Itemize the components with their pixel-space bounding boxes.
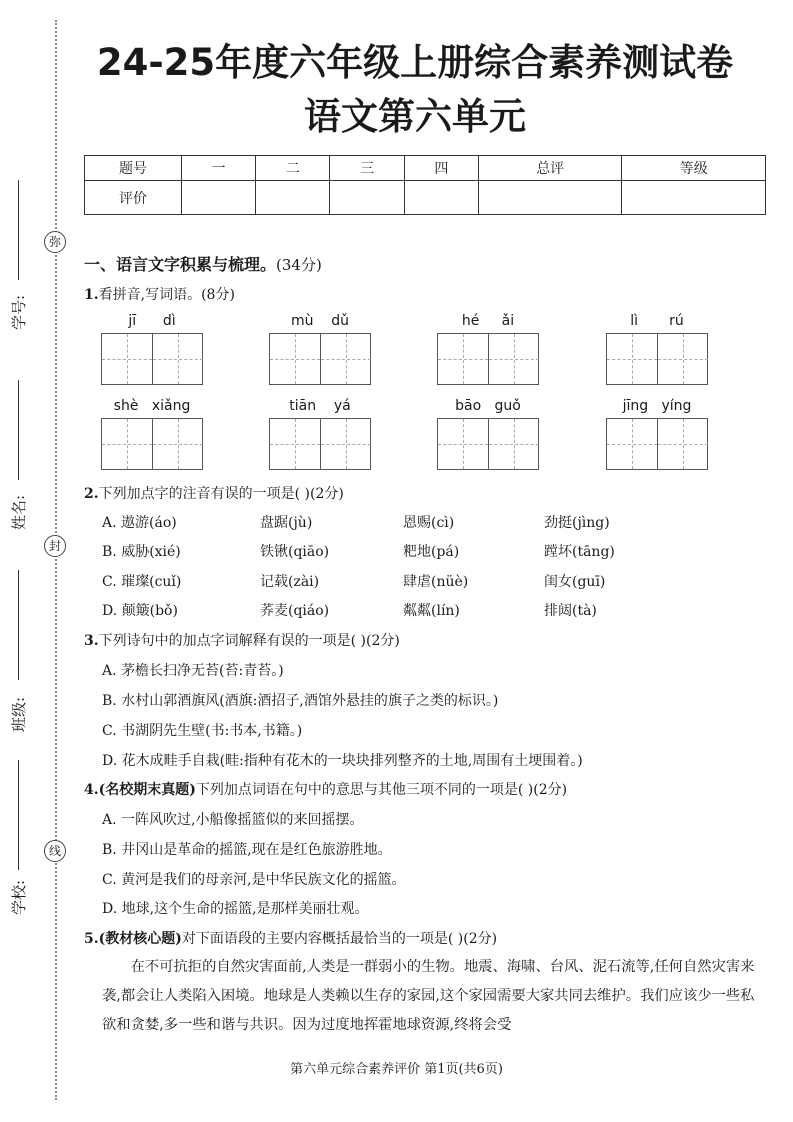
- exam-subtitle: 语文第六单元: [304, 95, 526, 138]
- binding-circle-mi: 弥: [44, 231, 66, 253]
- pinyin-label: lì rú: [630, 313, 684, 329]
- exam-title: 24-25年度六年级上册综合素养测试卷: [96, 41, 734, 84]
- q2-option-b4: 蹚坏(tāng): [544, 544, 615, 560]
- q3-option-a: A. 茅檐长扫净无苔(苔:青苔。): [102, 663, 284, 679]
- q2-option-c2: 记载(zài): [260, 574, 320, 590]
- question-number: 3.: [84, 633, 99, 649]
- question-text: 下列加点字的注音有误的一项是( )(2分): [98, 486, 344, 502]
- section-heading: [84, 252, 322, 275]
- binding-circle-feng: 封: [44, 535, 66, 557]
- score-cell[interactable]: [256, 181, 330, 215]
- question-number: 2.: [84, 486, 99, 502]
- question-3: [84, 630, 400, 650]
- table-row-label: 评价: [85, 181, 182, 215]
- question-number: 4.: [84, 782, 99, 798]
- q2-option-d2: 荞麦(qiáo): [260, 603, 330, 619]
- q2-option-c1: C. 璀璨(cuǐ): [102, 574, 182, 590]
- q3-option-b: B. 水村山郭酒旗风(酒旗:酒招子,酒馆外悬挂的旗子之类的标识。): [102, 693, 499, 709]
- question-4: [84, 779, 567, 799]
- name-line: [18, 380, 19, 480]
- reading-passage: 在不可抗拒的自然灾害面前,人类是一群弱小的生物。地震、海啸、台风、泥石流等,任何自然灾害来袭,都会让人类陷入困境。地球是人类赖以生存的家园,这个家园需要大家共同去维护。我们应该少一些私欲和贪婪,多一些和谐与共识。因为过度地挥霍地球资源,终将会受: [102, 959, 755, 1033]
- writing-grid[interactable]: [101, 418, 203, 470]
- class-label: 班级:: [10, 696, 28, 732]
- pinyin-label: mù dǔ: [290, 313, 350, 329]
- score-cell[interactable]: [404, 181, 478, 215]
- question-number: 1.: [84, 287, 99, 303]
- q2-option-c3: 肆虐(nüè): [403, 574, 469, 590]
- binding-dotted-line: [55, 20, 57, 1100]
- writing-grid[interactable]: [606, 418, 708, 470]
- question-text: 下列加点词语在句中的意思与其他三项不同的一项是( )(2分): [195, 782, 568, 798]
- pinyin-label: shè xiǎng: [113, 398, 191, 414]
- pinyin-label: tiān yá: [289, 398, 351, 414]
- question-2: [84, 483, 344, 503]
- table-header-cell: 一: [182, 156, 256, 181]
- school-label: 学校:: [10, 879, 28, 915]
- table-header-cell: 二: [256, 156, 330, 181]
- student-id-line: [18, 180, 19, 280]
- question-text: 看拼音,写词语。(8分): [98, 287, 235, 303]
- q2-option-a3: 恩赐(cì): [403, 515, 455, 531]
- question-number: 5.: [84, 931, 99, 947]
- q2-option-d1: D. 颠簸(bǒ): [102, 603, 178, 619]
- q2-option-a1: A. 遨游(áo): [102, 515, 177, 531]
- section-points: (34分): [276, 256, 322, 274]
- q2-option-d3: 粼粼(lín): [403, 603, 460, 619]
- score-cell[interactable]: [330, 181, 404, 215]
- q4-option-d: D. 地球,这个生命的摇篮,是那样美丽壮观。: [102, 901, 369, 917]
- q3-option-d: D. 花木成畦手自栽(畦:指种有花木的一块块排列整齐的土地,周围有土埂围着。): [102, 753, 583, 769]
- score-cell[interactable]: [622, 181, 766, 215]
- question-text: 对下面语段的主要内容概括最恰当的一项是( )(2分): [181, 931, 498, 947]
- pinyin-label: jī dì: [128, 313, 176, 329]
- question-text: 下列诗句中的加点字词解释有误的一项是( )(2分): [98, 633, 400, 649]
- q2-option-b3: 粑地(pá): [403, 544, 460, 560]
- table-header-cell: 等级: [622, 156, 766, 181]
- writing-grid[interactable]: [269, 333, 371, 385]
- student-id-label: 学号:: [10, 294, 28, 330]
- writing-grid[interactable]: [101, 333, 203, 385]
- question-tag: (教材核心题): [98, 931, 182, 947]
- table-header-cell: 四: [404, 156, 478, 181]
- question-1: [84, 284, 235, 304]
- table-header-cell: 题号: [85, 156, 182, 181]
- writing-grid[interactable]: [269, 418, 371, 470]
- score-table: [84, 155, 766, 215]
- q4-option-a: A. 一阵风吹过,小船像摇篮似的来回摇摆。: [102, 812, 364, 828]
- binding-circle-xian: 线: [44, 840, 66, 862]
- writing-grid[interactable]: [606, 333, 708, 385]
- pinyin-label: hé ǎi: [461, 313, 515, 329]
- q2-option-d4: 排闼(tà): [544, 603, 597, 619]
- q4-option-b: B. 井冈山是革命的摇篮,现在是红色旅游胜地。: [102, 842, 392, 858]
- table-header-cell: 总评: [478, 156, 622, 181]
- pinyin-label: jīng yíng: [622, 398, 692, 414]
- q2-option-b1: B. 威胁(xié): [102, 544, 181, 560]
- q2-option-a2: 盘踞(jù): [260, 515, 313, 531]
- q3-option-c: C. 书湖阴先生壁(书:书本,书籍。): [102, 723, 303, 739]
- school-line: [18, 760, 19, 870]
- score-cell[interactable]: [182, 181, 256, 215]
- name-label: 姓名:: [10, 494, 28, 530]
- writing-grid[interactable]: [437, 333, 539, 385]
- section-title: 一、语言文字积累与梳理。: [84, 255, 277, 274]
- pinyin-label: bāo guǒ: [455, 398, 521, 414]
- page-footer: 第六单元综合素养评价 第1页(共6页): [290, 1062, 503, 1077]
- score-cell[interactable]: [478, 181, 622, 215]
- writing-grid[interactable]: [437, 418, 539, 470]
- question-tag: (名校期末真题): [98, 782, 196, 798]
- q4-option-c: C. 黄河是我们的母亲河,是中华民族文化的摇篮。: [102, 872, 406, 888]
- table-header-cell: 三: [330, 156, 404, 181]
- q2-option-c4: 闺女(guī): [544, 574, 606, 590]
- question-5: [84, 928, 497, 948]
- q2-option-a4: 劲挺(jìng): [544, 515, 610, 531]
- q2-option-b2: 铁锹(qiāo): [260, 544, 330, 560]
- class-line: [18, 570, 19, 680]
